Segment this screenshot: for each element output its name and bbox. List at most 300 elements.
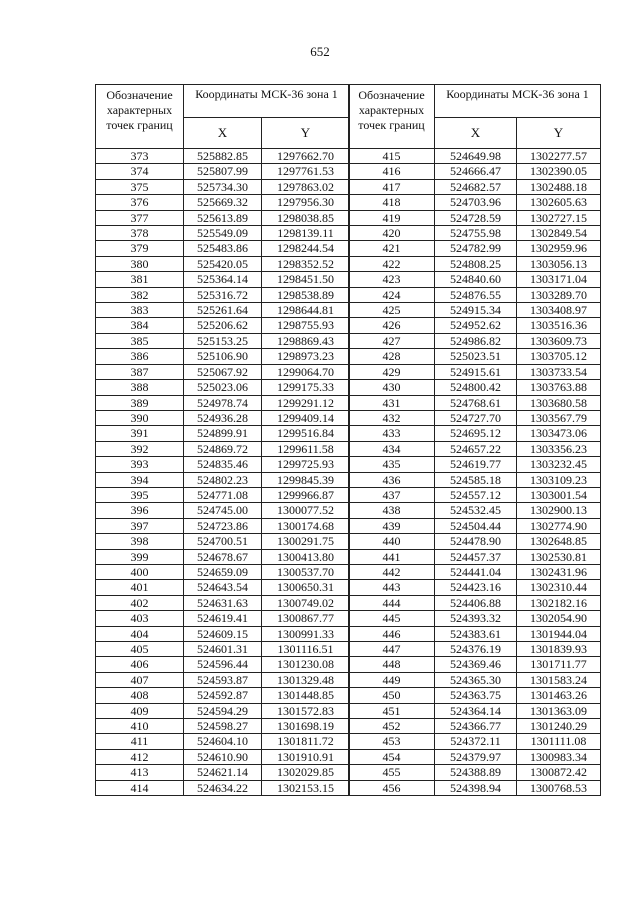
point-id-cell: 456	[349, 780, 435, 795]
point-id-cell: 376	[96, 195, 184, 210]
y-value-cell: 1302849.54	[517, 226, 601, 241]
y-value-cell: 1300867.77	[262, 611, 350, 626]
table-row	[96, 333, 350, 348]
table-row	[96, 256, 350, 271]
table-row	[349, 657, 601, 672]
x-value-cell: 524364.14	[435, 703, 517, 718]
page-number: 652	[310, 44, 330, 59]
y-value-cell: 1303171.04	[517, 272, 601, 287]
y-value-cell: 1303408.97	[517, 303, 601, 318]
y-value-cell: 1298869.43	[262, 333, 350, 348]
y-value-cell: 1301910.91	[262, 749, 350, 764]
y-value-cell: 1299409.14	[262, 410, 350, 425]
point-id-cell: 380	[96, 256, 184, 271]
point-id-cell: 382	[96, 287, 184, 302]
y-value-cell: 1300872.42	[517, 765, 601, 780]
point-id-cell: 396	[96, 503, 184, 518]
point-id-cell: 379	[96, 241, 184, 256]
table-row	[349, 287, 601, 302]
point-id-cell: 422	[349, 256, 435, 271]
y-value-cell: 1302029.85	[262, 765, 350, 780]
point-label-header: Обозначение характерных точек границ	[96, 85, 184, 149]
x-value-cell: 524703.96	[435, 195, 517, 210]
point-id-cell: 400	[96, 564, 184, 579]
point-id-cell: 424	[349, 287, 435, 302]
x-value-cell: 524771.08	[184, 487, 262, 502]
table-row	[96, 241, 350, 256]
x-value-cell: 524441.04	[435, 564, 517, 579]
table-row	[96, 534, 350, 549]
table-row	[349, 734, 601, 749]
table-row	[349, 441, 601, 456]
table-row	[349, 580, 601, 595]
x-value-cell: 524727.70	[435, 410, 517, 425]
table-row	[96, 672, 350, 687]
table-row	[349, 703, 601, 718]
point-id-cell: 408	[96, 688, 184, 703]
y-value-cell: 1301711.77	[517, 657, 601, 672]
x-value-cell: 524369.46	[435, 657, 517, 672]
y-value-cell: 1297863.02	[262, 179, 350, 194]
table-row	[349, 487, 601, 502]
table-row	[96, 349, 350, 364]
y-value-cell: 1301698.19	[262, 719, 350, 734]
y-value-cell: 1302390.05	[517, 164, 601, 179]
table-row	[96, 595, 350, 610]
y-value-cell: 1300991.33	[262, 626, 350, 641]
point-id-cell: 401	[96, 580, 184, 595]
point-id-cell: 418	[349, 195, 435, 210]
table-row	[96, 426, 350, 441]
x-value-cell: 524365.30	[435, 672, 517, 687]
y-value-cell: 1301944.04	[517, 626, 601, 641]
point-id-cell: 454	[349, 749, 435, 764]
y-value-cell: 1298038.85	[262, 210, 350, 225]
point-id-cell: 404	[96, 626, 184, 641]
x-value-cell: 525882.85	[184, 149, 262, 164]
table-row	[96, 179, 350, 194]
point-id-cell: 402	[96, 595, 184, 610]
table-row	[349, 688, 601, 703]
point-id-cell: 373	[96, 149, 184, 164]
table-row	[349, 410, 601, 425]
x-value-cell: 525483.86	[184, 241, 262, 256]
point-id-cell: 438	[349, 503, 435, 518]
y-value-cell: 1298755.93	[262, 318, 350, 333]
x-value-cell: 524835.46	[184, 457, 262, 472]
x-value-cell: 524592.87	[184, 688, 262, 703]
table-row	[349, 472, 601, 487]
y-value-cell: 1298644.81	[262, 303, 350, 318]
y-value-cell: 1301811.72	[262, 734, 350, 749]
table-row	[96, 149, 350, 164]
point-id-cell: 412	[96, 749, 184, 764]
y-value-cell: 1298352.52	[262, 256, 350, 271]
table-row	[349, 256, 601, 271]
y-value-cell: 1301583.24	[517, 672, 601, 687]
y-value-cell: 1301448.85	[262, 688, 350, 703]
x-value-cell: 524504.44	[435, 518, 517, 533]
x-value-cell: 524952.62	[435, 318, 517, 333]
x-value-cell: 524840.60	[435, 272, 517, 287]
y-value-cell: 1300749.02	[262, 595, 350, 610]
point-id-cell: 409	[96, 703, 184, 718]
x-value-cell: 524557.12	[435, 487, 517, 502]
x-value-cell: 524383.61	[435, 626, 517, 641]
point-id-cell: 392	[96, 441, 184, 456]
table-row	[349, 749, 601, 764]
table-row	[349, 595, 601, 610]
point-id-cell: 455	[349, 765, 435, 780]
y-value-cell: 1297761.53	[262, 164, 350, 179]
x-value-cell: 525261.64	[184, 303, 262, 318]
table-row	[349, 195, 601, 210]
point-id-cell: 395	[96, 487, 184, 502]
y-value-cell: 1300768.53	[517, 780, 601, 795]
x-value-cell: 524593.87	[184, 672, 262, 687]
table-row	[349, 611, 601, 626]
table-row	[96, 703, 350, 718]
table-row	[96, 364, 350, 379]
table-row	[96, 780, 350, 795]
y-value-cell: 1301240.29	[517, 719, 601, 734]
table-row	[349, 364, 601, 379]
y-value-cell: 1300650.31	[262, 580, 350, 595]
y-value-cell: 1302774.90	[517, 518, 601, 533]
x-column-header: X	[435, 118, 517, 149]
point-id-cell: 416	[349, 164, 435, 179]
point-id-cell: 423	[349, 272, 435, 287]
y-value-cell: 1299516.84	[262, 426, 350, 441]
y-value-cell: 1303289.70	[517, 287, 601, 302]
table-row	[349, 333, 601, 348]
y-value-cell: 1303109.23	[517, 472, 601, 487]
table-row	[349, 395, 601, 410]
table-row	[96, 487, 350, 502]
x-value-cell: 525023.51	[435, 349, 517, 364]
y-value-cell: 1301116.51	[262, 642, 350, 657]
x-value-cell: 524808.25	[435, 256, 517, 271]
table-row	[349, 503, 601, 518]
y-value-cell: 1299845.39	[262, 472, 350, 487]
point-id-cell: 410	[96, 719, 184, 734]
x-value-cell: 524657.22	[435, 441, 517, 456]
y-value-cell: 1298973.23	[262, 349, 350, 364]
y-value-cell: 1302277.57	[517, 149, 601, 164]
y-value-cell: 1303705.12	[517, 349, 601, 364]
x-value-cell: 524728.59	[435, 210, 517, 225]
x-value-cell: 525807.99	[184, 164, 262, 179]
table-row	[349, 457, 601, 472]
y-value-cell: 1300174.68	[262, 518, 350, 533]
point-id-cell: 386	[96, 349, 184, 364]
y-value-cell: 1303356.23	[517, 441, 601, 456]
point-id-cell: 381	[96, 272, 184, 287]
x-value-cell: 524631.63	[184, 595, 262, 610]
y-value-cell: 1302727.15	[517, 210, 601, 225]
y-value-cell: 1301111.08	[517, 734, 601, 749]
point-id-cell: 403	[96, 611, 184, 626]
point-id-cell: 425	[349, 303, 435, 318]
table-row	[96, 719, 350, 734]
y-value-cell: 1301329.48	[262, 672, 350, 687]
x-value-cell: 524649.98	[435, 149, 517, 164]
table-row	[96, 688, 350, 703]
point-id-cell: 448	[349, 657, 435, 672]
point-id-cell: 387	[96, 364, 184, 379]
y-value-cell: 1302310.44	[517, 580, 601, 595]
point-id-cell: 444	[349, 595, 435, 610]
x-value-cell: 524594.29	[184, 703, 262, 718]
point-id-cell: 432	[349, 410, 435, 425]
y-value-cell: 1302530.81	[517, 549, 601, 564]
y-value-cell: 1300077.52	[262, 503, 350, 518]
x-value-cell: 524659.09	[184, 564, 262, 579]
y-value-cell: 1299175.33	[262, 380, 350, 395]
y-value-cell: 1299291.12	[262, 395, 350, 410]
point-id-cell: 384	[96, 318, 184, 333]
x-value-cell: 524609.15	[184, 626, 262, 641]
table-row	[96, 226, 350, 241]
y-value-cell: 1300537.70	[262, 564, 350, 579]
point-id-cell: 419	[349, 210, 435, 225]
point-id-cell: 397	[96, 518, 184, 533]
point-id-cell: 427	[349, 333, 435, 348]
point-label-header: Обозначение характерных точек границ	[349, 85, 435, 149]
x-value-cell: 524745.00	[184, 503, 262, 518]
x-value-cell: 524363.75	[435, 688, 517, 703]
point-id-cell: 435	[349, 457, 435, 472]
x-value-cell: 524800.42	[435, 380, 517, 395]
table-row	[96, 210, 350, 225]
table-row	[96, 441, 350, 456]
point-id-cell: 377	[96, 210, 184, 225]
point-id-cell: 393	[96, 457, 184, 472]
x-value-cell: 524406.88	[435, 595, 517, 610]
y-value-cell: 1300291.75	[262, 534, 350, 549]
x-value-cell: 524619.77	[435, 457, 517, 472]
x-value-cell: 524601.31	[184, 642, 262, 657]
point-id-cell: 443	[349, 580, 435, 595]
coordinates-table-left	[95, 84, 350, 796]
point-id-cell: 417	[349, 179, 435, 194]
y-value-cell: 1298139.11	[262, 226, 350, 241]
point-id-cell: 415	[349, 149, 435, 164]
coordinates-table-right	[348, 84, 601, 796]
x-value-cell: 525364.14	[184, 272, 262, 287]
x-value-cell: 524876.55	[435, 287, 517, 302]
point-id-cell: 405	[96, 642, 184, 657]
table-row	[96, 472, 350, 487]
x-value-cell: 525023.06	[184, 380, 262, 395]
x-value-cell: 525549.09	[184, 226, 262, 241]
table-row	[349, 164, 601, 179]
x-value-cell: 524634.22	[184, 780, 262, 795]
point-id-cell: 433	[349, 426, 435, 441]
table-row	[96, 580, 350, 595]
y-value-cell: 1298451.50	[262, 272, 350, 287]
x-value-cell: 524869.72	[184, 441, 262, 456]
table-row	[96, 195, 350, 210]
y-value-cell: 1303056.13	[517, 256, 601, 271]
x-value-cell: 524388.89	[435, 765, 517, 780]
table-row	[96, 611, 350, 626]
point-id-cell: 447	[349, 642, 435, 657]
y-value-cell: 1298244.54	[262, 241, 350, 256]
x-value-cell: 525734.30	[184, 179, 262, 194]
y-value-cell: 1302153.15	[262, 780, 350, 795]
table-row	[96, 410, 350, 425]
table-row	[96, 457, 350, 472]
point-id-cell: 429	[349, 364, 435, 379]
x-value-cell: 524755.98	[435, 226, 517, 241]
table-row	[349, 272, 601, 287]
table-row	[349, 179, 601, 194]
y-value-cell: 1302959.96	[517, 241, 601, 256]
point-id-cell: 445	[349, 611, 435, 626]
x-value-cell: 524457.37	[435, 549, 517, 564]
y-value-cell: 1302900.13	[517, 503, 601, 518]
y-value-cell: 1301572.83	[262, 703, 350, 718]
table-row	[96, 318, 350, 333]
x-value-cell: 525316.72	[184, 287, 262, 302]
x-value-cell: 524695.12	[435, 426, 517, 441]
table-row	[349, 549, 601, 564]
x-value-cell: 524610.90	[184, 749, 262, 764]
y-value-cell: 1302431.96	[517, 564, 601, 579]
x-value-cell: 524899.91	[184, 426, 262, 441]
table-row	[349, 564, 601, 579]
point-id-cell: 430	[349, 380, 435, 395]
y-value-cell: 1299611.58	[262, 441, 350, 456]
point-id-cell: 426	[349, 318, 435, 333]
x-value-cell: 524598.27	[184, 719, 262, 734]
point-id-cell: 453	[349, 734, 435, 749]
y-value-cell: 1298538.89	[262, 287, 350, 302]
x-value-cell: 524619.41	[184, 611, 262, 626]
x-column-header: X	[184, 118, 262, 149]
x-value-cell: 524768.61	[435, 395, 517, 410]
point-id-cell: 431	[349, 395, 435, 410]
x-value-cell: 524604.10	[184, 734, 262, 749]
y-value-cell: 1303516.36	[517, 318, 601, 333]
x-value-cell: 524936.28	[184, 410, 262, 425]
y-value-cell: 1300983.34	[517, 749, 601, 764]
point-id-cell: 391	[96, 426, 184, 441]
point-id-cell: 450	[349, 688, 435, 703]
point-id-cell: 428	[349, 349, 435, 364]
y-value-cell: 1302488.18	[517, 179, 601, 194]
y-value-cell: 1302648.85	[517, 534, 601, 549]
x-value-cell: 525669.32	[184, 195, 262, 210]
y-value-cell: 1303733.54	[517, 364, 601, 379]
x-value-cell: 524621.14	[184, 765, 262, 780]
table-row	[96, 749, 350, 764]
x-value-cell: 524393.32	[435, 611, 517, 626]
table-row	[96, 380, 350, 395]
table-row	[349, 642, 601, 657]
table-row	[96, 164, 350, 179]
x-value-cell: 525153.25	[184, 333, 262, 348]
point-id-cell: 439	[349, 518, 435, 533]
table-row	[349, 765, 601, 780]
point-id-cell: 378	[96, 226, 184, 241]
point-id-cell: 389	[96, 395, 184, 410]
x-value-cell: 524423.16	[435, 580, 517, 595]
point-id-cell: 390	[96, 410, 184, 425]
y-value-cell: 1303001.54	[517, 487, 601, 502]
x-value-cell: 524700.51	[184, 534, 262, 549]
x-value-cell: 524682.57	[435, 179, 517, 194]
table-row	[349, 780, 601, 795]
x-value-cell: 524398.94	[435, 780, 517, 795]
y-value-cell: 1302182.16	[517, 595, 601, 610]
x-value-cell: 524915.34	[435, 303, 517, 318]
x-value-cell: 524376.19	[435, 642, 517, 657]
point-id-cell: 388	[96, 380, 184, 395]
y-value-cell: 1299966.87	[262, 487, 350, 502]
table-row	[349, 241, 601, 256]
x-value-cell: 524596.44	[184, 657, 262, 672]
x-value-cell: 524372.11	[435, 734, 517, 749]
table-row	[96, 626, 350, 641]
x-value-cell: 524478.90	[435, 534, 517, 549]
point-id-cell: 442	[349, 564, 435, 579]
y-value-cell: 1303473.06	[517, 426, 601, 441]
x-value-cell: 525420.05	[184, 256, 262, 271]
x-value-cell: 524802.23	[184, 472, 262, 487]
x-value-cell: 525206.62	[184, 318, 262, 333]
y-value-cell: 1303567.79	[517, 410, 601, 425]
point-id-cell: 434	[349, 441, 435, 456]
x-value-cell: 525613.89	[184, 210, 262, 225]
point-id-cell: 440	[349, 534, 435, 549]
table-row	[349, 380, 601, 395]
x-value-cell: 524782.99	[435, 241, 517, 256]
y-value-cell: 1301363.09	[517, 703, 601, 718]
table-row	[349, 719, 601, 734]
y-value-cell: 1302605.63	[517, 195, 601, 210]
point-id-cell: 421	[349, 241, 435, 256]
table-row	[349, 349, 601, 364]
table-row	[349, 318, 601, 333]
point-id-cell: 449	[349, 672, 435, 687]
table-row	[349, 626, 601, 641]
point-id-cell: 407	[96, 672, 184, 687]
point-id-cell: 398	[96, 534, 184, 549]
x-value-cell: 524678.67	[184, 549, 262, 564]
x-value-cell: 524379.97	[435, 749, 517, 764]
point-id-cell: 436	[349, 472, 435, 487]
table-row	[96, 564, 350, 579]
table-row	[96, 303, 350, 318]
coordinates-body-left	[96, 149, 350, 796]
point-id-cell: 452	[349, 719, 435, 734]
x-value-cell: 524585.18	[435, 472, 517, 487]
point-id-cell: 413	[96, 765, 184, 780]
y-value-cell: 1300413.80	[262, 549, 350, 564]
y-value-cell: 1299064.70	[262, 364, 350, 379]
table-row	[96, 734, 350, 749]
table-row	[96, 395, 350, 410]
table-row	[349, 303, 601, 318]
table-row	[349, 226, 601, 241]
x-value-cell: 524978.74	[184, 395, 262, 410]
point-id-cell: 437	[349, 487, 435, 502]
point-id-cell: 383	[96, 303, 184, 318]
point-id-cell: 385	[96, 333, 184, 348]
y-value-cell: 1303763.88	[517, 380, 601, 395]
